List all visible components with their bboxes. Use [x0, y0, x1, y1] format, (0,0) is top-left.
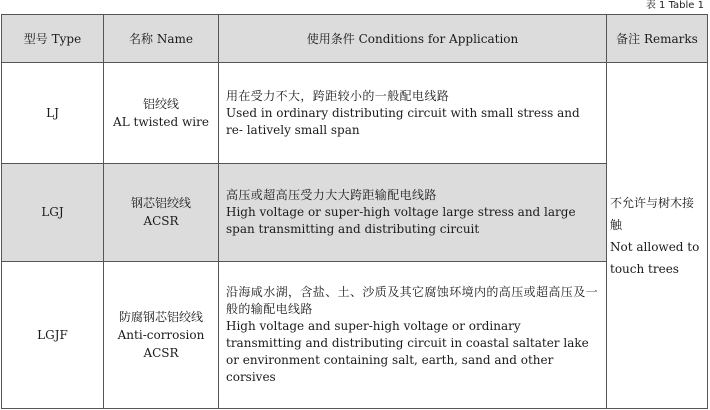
table-row [2, 261, 708, 408]
header-type: 型号 Type [2, 15, 104, 63]
table-row [2, 63, 708, 164]
spec-table [1, 14, 708, 409]
name-zh: 防腐钢芯铝绞线 [118, 309, 203, 324]
remarks-en: Not allowed to touch trees [610, 239, 700, 276]
table-header-row [2, 15, 708, 63]
conditions-cell [219, 63, 607, 164]
conditions-zh: 用在受力不大，跨距较小的一般配电线路 [226, 88, 450, 103]
name-cell [104, 63, 219, 164]
name-en: AL twisted wire [113, 115, 209, 130]
conditions-zh: 高压或超高压受力大大跨距输配电线路 [226, 187, 437, 202]
remarks-cell [607, 63, 708, 409]
conditions-en: High voltage and super-high voltage or ordinary transmitting and distributing circuit in coastal saltater lake or environment containing salt, earth, sand and other corsives [226, 318, 589, 384]
conditions-zh: 沿海咸水湖，含盐、土、沙质及其它腐蚀环境内的高压或超高压及一般的输配电线路 [226, 284, 599, 316]
conditions-cell [219, 164, 607, 261]
conditions-cell [219, 261, 607, 408]
header-conditions: 使用条件 Conditions for Application [219, 15, 607, 63]
header-name: 名称 Name [104, 15, 219, 63]
table-row [2, 164, 708, 261]
type-cell: LJ [2, 63, 104, 164]
type-cell: LGJF [2, 261, 104, 408]
name-zh: 铝绞线 [142, 97, 179, 112]
type-cell: LGJ [2, 164, 104, 261]
name-en-line-1: Anti-corrosion [117, 327, 205, 342]
name-cell [104, 261, 219, 408]
table-caption: 表 1 Table 1 [645, 0, 704, 11]
remarks-zh: 不允许与树木接触 [610, 195, 695, 232]
name-en: ACSR [143, 214, 179, 229]
conditions-en: Used in ordinary distributing circuit with small stress and re- latively small span [226, 105, 580, 137]
name-cell [104, 164, 219, 261]
conditions-en: High voltage or super-high voltage large stress and large span transmitting and distributing circuit [226, 204, 576, 236]
header-remarks: 备注 Remarks [607, 15, 708, 63]
name-en-line-2: ACSR [143, 345, 179, 360]
name-zh: 钢芯铝绞线 [130, 196, 191, 211]
